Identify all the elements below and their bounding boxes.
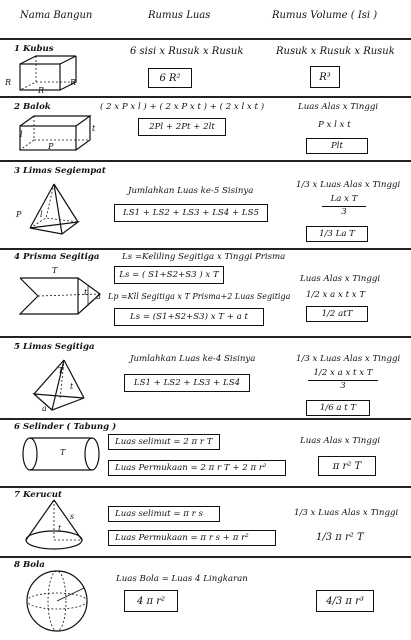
row-bola bbox=[0, 556, 411, 640]
area-formula-box-1: Luas selimut = π r s bbox=[108, 506, 220, 522]
volume-formula-box: π r² T bbox=[318, 456, 376, 476]
shape-name: 5 Limas Segitiga bbox=[14, 342, 95, 352]
cube-figure bbox=[14, 54, 84, 94]
area-formula-box-2: Ls = (S1+S2+S3) x T + a t bbox=[114, 308, 264, 326]
volume-subtext: P x l x t bbox=[318, 120, 351, 130]
volume-formula-box: 1/2 atT bbox=[306, 306, 368, 322]
row-kubus bbox=[0, 38, 411, 98]
area-formula-box: LS1 + LS2 + LS3 + LS4 bbox=[124, 374, 250, 392]
pyramid-label-p: P bbox=[16, 210, 22, 219]
volume-formula: 1/3 π r² T bbox=[316, 532, 364, 543]
prism-label-tt: T bbox=[52, 266, 58, 275]
tetra-label-a: a bbox=[42, 404, 47, 413]
shape-name: 1 Kubus bbox=[14, 44, 54, 54]
cuboid-label-p: P bbox=[48, 142, 54, 151]
volume-fraction bbox=[314, 194, 374, 217]
cuboid-figure bbox=[14, 112, 94, 156]
area-formula-box: LS1 + LS2 + LS3 + LS4 + LS5 bbox=[114, 204, 268, 222]
triangular-prism-figure bbox=[16, 270, 106, 322]
prism-label-t: t bbox=[84, 288, 88, 297]
area-text: Jumlahkan Luas ke-5 Sisinya bbox=[128, 186, 254, 196]
cube-label-r3: R bbox=[70, 78, 77, 87]
cube-label-r2: R bbox=[38, 86, 45, 95]
table-header bbox=[0, 0, 411, 40]
row-balok bbox=[0, 96, 411, 162]
volume-text: Luas Alas x Tinggi bbox=[300, 436, 381, 446]
volume-text: 1/3 x Luas Alas x Tinggi bbox=[294, 508, 399, 518]
volume-formula-box: 1/3 La T bbox=[306, 226, 368, 242]
row-selinder bbox=[0, 418, 411, 488]
volume-formula-box: 1/6 a t T bbox=[306, 400, 370, 416]
shape-name: 7 Kerucut bbox=[14, 490, 62, 500]
cone-label-s: s bbox=[70, 512, 75, 521]
area-formula-box-1: Luas selimut = 2 π r T bbox=[108, 434, 220, 450]
tetra-label-tt: T bbox=[58, 366, 64, 375]
header-col-name: Nama Bangun bbox=[20, 10, 93, 21]
shape-name: 3 Limas Segiempat bbox=[14, 166, 106, 176]
cone-figure bbox=[22, 498, 86, 552]
area-formula-box: 6 R² bbox=[148, 68, 192, 88]
shape-name: 6 Selinder ( Tabung ) bbox=[14, 422, 117, 432]
square-pyramid-figure bbox=[24, 182, 84, 240]
area-text-1: Ls =Keliling Segitiga x Tinggi Prisma bbox=[122, 252, 286, 262]
volume-text: 1/3 x Luas Alas x Tinggi bbox=[296, 180, 401, 190]
fraction-numerator: 1/2 x a x t x T bbox=[313, 368, 373, 378]
header-col-area: Rumus Luas bbox=[148, 10, 211, 21]
prism-label-a: a bbox=[96, 292, 101, 301]
volume-text: 1/3 x Luas Alas x Tinggi bbox=[296, 354, 401, 364]
area-formula-box: 2Pl + 2Pt + 2lt bbox=[138, 118, 226, 136]
fraction-numerator: La x T bbox=[330, 194, 358, 204]
row-prisma-segitiga bbox=[0, 248, 411, 338]
area-formula-box-1: Ls = ( S1+S2+S3 ) x T bbox=[114, 266, 224, 284]
header-col-volume: Rumus Volume ( Isi ) bbox=[272, 10, 378, 21]
cone-label-t: t bbox=[58, 524, 62, 533]
cuboid-label-l: l bbox=[20, 130, 23, 139]
shape-name: 8 Bola bbox=[14, 560, 45, 570]
area-text: ( 2 x P x l ) + ( 2 x P x t ) + ( 2 x l x t ) bbox=[100, 102, 265, 112]
row-kerucut bbox=[0, 486, 411, 558]
sphere-figure bbox=[24, 568, 90, 634]
volume-fraction bbox=[298, 368, 388, 391]
area-text: 6 sisi x Rusuk x Rusuk bbox=[130, 46, 244, 57]
fraction-denominator: 3 bbox=[340, 381, 346, 391]
row-limas-segitiga bbox=[0, 336, 411, 420]
shape-name: 4 Prisma Segitiga bbox=[14, 252, 100, 262]
area-text-2: Lp =Kll Segitiga x T Prisma+2 Luas Segitiga bbox=[108, 292, 291, 301]
fraction-denominator: 3 bbox=[341, 207, 347, 217]
area-formula-box-2: Luas Permukaan = 2 π r T + 2 π r² bbox=[108, 460, 286, 476]
volume-formula-box: R³ bbox=[310, 66, 340, 88]
pyramid-label-l: l bbox=[40, 210, 43, 219]
volume-subtext: 1/2 x a x t x T bbox=[306, 290, 366, 300]
volume-formula-box: Plt bbox=[306, 138, 368, 154]
area-formula-box-2: Luas Permukaan = π r s + π r² bbox=[108, 530, 276, 546]
volume-formula-box: 4/3 π r³ bbox=[316, 590, 374, 612]
area-text: Jumlahkan Luas ke-4 Sisinya bbox=[130, 354, 256, 364]
row-limas-segiempat bbox=[0, 160, 411, 250]
tetra-label-t: t bbox=[70, 382, 74, 391]
cylinder-label-t: T bbox=[60, 448, 66, 457]
area-text: Luas Bola = Luas 4 Lingkaran bbox=[116, 574, 248, 584]
volume-text: Luas Alas x Tinggi bbox=[300, 274, 381, 284]
shape-name: 2 Balok bbox=[14, 102, 51, 112]
cuboid-label-t: t bbox=[92, 124, 96, 133]
area-formula-box: 4 π r² bbox=[124, 590, 178, 612]
volume-text: Rusuk x Rusuk x Rusuk bbox=[276, 46, 395, 57]
cube-label-r1: R bbox=[5, 78, 12, 87]
volume-text: Luas Alas x Tinggi bbox=[298, 102, 379, 112]
